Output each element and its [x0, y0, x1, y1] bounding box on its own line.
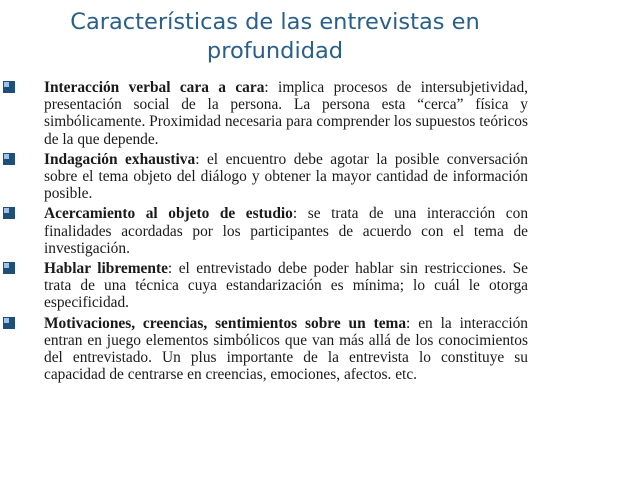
- slide-title-line-1: Características de las entrevistas en: [70, 9, 480, 35]
- slide-title: [40, 8, 510, 66]
- bullet-item: [0, 79, 528, 148]
- bullet-text: : el entrevistado debe poder hablar sin restricciones. Se trata de una técnica cuya estandarización es mínima; lo cuál le otorga especificidad.: [44, 260, 529, 312]
- bullet-item: [0, 260, 528, 312]
- slide-title-line-2: profundidad: [206, 38, 344, 64]
- square-bullet-icon: [3, 153, 15, 165]
- bullet-term: Acercamiento al objeto de estudio: [44, 205, 293, 223]
- square-bullet-icon: [3, 207, 15, 219]
- square-bullet-icon: [3, 317, 15, 329]
- square-bullet-icon: [3, 262, 15, 274]
- bullet-text: : en la interacción entran en juego elementos simbólicos que van más allá de los conocimientos del entrevistado. Un plus importante de la entrevista lo constituye su capacidad de centrarse en creencias, emociones, afectos. etc.: [44, 314, 528, 384]
- bullet-term: Motivaciones, creencias, sentimientos sobre un tema: [44, 314, 407, 332]
- square-bullet-icon: [3, 81, 15, 93]
- bullet-term: Indagación exhaustiva: [44, 150, 196, 168]
- bullet-item: [0, 205, 528, 257]
- bullet-list: [0, 79, 528, 386]
- bullet-item: [0, 315, 528, 384]
- bullet-text: : el encuentro debe agotar la posible conversación sobre el tema objeto del diálogo y obtener la mayor cantidad de información posible.: [44, 150, 528, 203]
- bullet-item: [0, 151, 528, 203]
- bullet-text: : implica procesos de intersubjetividad, presentación social de la persona. La persona esta “cerca” física y simbólicamente. Proximidad necesaria para comprender los supuestos teóricos de la que depende.: [44, 79, 528, 148]
- bullet-text: : se trata de una interacción con finalidades acordadas por los participantes de acuerdo con el tema de investigación.: [44, 205, 529, 257]
- bullet-term: Interacción verbal cara a cara: [44, 79, 265, 96]
- bullet-term: Hablar libremente: [44, 260, 168, 278]
